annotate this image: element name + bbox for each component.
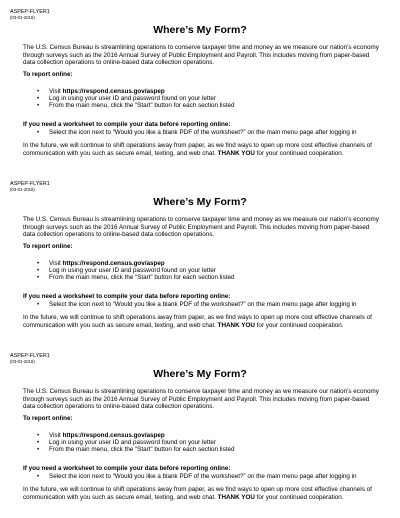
survey-url-link[interactable]: https://respond.census.gov/aspep bbox=[62, 260, 165, 267]
flyer-title: Where’s My Form? bbox=[153, 368, 247, 380]
bullet-icon: • bbox=[37, 260, 40, 267]
report-online-heading: To report online: bbox=[23, 71, 73, 78]
bullet-icon: • bbox=[37, 95, 40, 103]
intro-paragraph: The U.S. Census Bureau is streamlining operations to conserve taxpayer time and money as we measure our nation’s economy through surveys such as the 2016 Annual Survey of Public Employment and Payroll. This includes moving from paper-based data collection operations to online-based data collection operations. bbox=[23, 44, 379, 67]
step-text: From the main menu, click the “Start” button for each section listed bbox=[49, 274, 235, 282]
form-code: ASPEP-FLYER1 bbox=[10, 181, 50, 187]
flyer-title: Where’s My Form? bbox=[153, 196, 247, 208]
list-item bbox=[23, 274, 235, 281]
closing-end-text: for your continued cooperation. bbox=[254, 493, 344, 501]
report-online-heading: To report online: bbox=[23, 243, 73, 250]
closing-end-text: for your continued cooperation. bbox=[254, 149, 344, 157]
survey-url-link[interactable]: https://respond.census.gov/aspep bbox=[62, 432, 165, 439]
worksheet-steps-list bbox=[23, 129, 357, 136]
worksheet-steps-list bbox=[23, 301, 357, 308]
worksheet-heading: If you need a worksheet to compile your data before reporting online: bbox=[23, 121, 231, 128]
step-text: Select the icon next to “Would you like a blank PDF of the worksheet?” on the main menu page after logging in bbox=[49, 301, 357, 308]
list-item bbox=[23, 267, 235, 274]
bullet-icon: • bbox=[37, 129, 40, 136]
closing-text: In the future, we will continue to shift operations away from paper, as we find ways to open up more cost effective channels of communication with you such as secure email, texting, and web chat. bbox=[23, 314, 372, 329]
bullet-icon: • bbox=[37, 274, 40, 282]
list-item bbox=[23, 129, 357, 136]
bullet-icon: • bbox=[37, 267, 40, 275]
step-text: Visit bbox=[49, 260, 63, 267]
closing-text: In the future, we will continue to shift operations away from paper, as we find ways to open up more cost effective channels of communication with you such as secure email, texting, and web chat. bbox=[23, 486, 372, 501]
step-text: Select the icon next to “Would you like a blank PDF of the worksheet?” on the main menu page after logging in bbox=[49, 473, 357, 480]
step-text: Log in using your user ID and password found on your letter bbox=[49, 95, 216, 103]
flyer-title: Where’s My Form? bbox=[153, 24, 247, 36]
bullet-icon: • bbox=[37, 432, 40, 439]
thank-you-text: THANK YOU bbox=[217, 493, 255, 501]
step-text: Log in using your user ID and password found on your letter bbox=[49, 267, 216, 275]
closing-text: In the future, we will continue to shift operations away from paper, as we find ways to open up more cost effective channels of communication with you such as secure email, texting, and web chat. bbox=[23, 142, 372, 157]
thank-you-text: THANK YOU bbox=[217, 149, 255, 157]
list-item bbox=[23, 95, 235, 102]
form-date: (03-01-2016) bbox=[10, 359, 35, 364]
step-text: From the main menu, click the “Start” button for each section listed bbox=[49, 446, 235, 454]
list-item bbox=[23, 88, 235, 95]
bullet-icon: • bbox=[37, 446, 40, 454]
flyer-copy bbox=[0, 344, 400, 516]
list-item bbox=[23, 446, 235, 453]
flyer-copy bbox=[0, 172, 400, 344]
list-item bbox=[23, 473, 357, 480]
thank-you-text: THANK YOU bbox=[217, 321, 255, 329]
step-text: Visit bbox=[49, 88, 63, 95]
bullet-icon: • bbox=[37, 473, 40, 480]
closing-paragraph bbox=[23, 314, 383, 329]
report-steps-list bbox=[23, 88, 235, 110]
report-steps-list bbox=[23, 432, 235, 454]
list-item bbox=[23, 260, 235, 267]
step-text: Log in using your user ID and password found on your letter bbox=[49, 439, 216, 447]
form-code: ASPEP-FLYER1 bbox=[10, 353, 50, 359]
bullet-icon: • bbox=[37, 301, 40, 308]
step-text: Visit bbox=[49, 432, 63, 439]
flyer-copy bbox=[0, 0, 400, 172]
list-item bbox=[23, 432, 235, 439]
closing-end-text: for your continued cooperation. bbox=[254, 321, 344, 329]
report-steps-list bbox=[23, 260, 235, 282]
list-item bbox=[23, 439, 235, 446]
step-text: From the main menu, click the “Start” button for each section listed bbox=[49, 102, 235, 110]
worksheet-heading: If you need a worksheet to compile your data before reporting online: bbox=[23, 293, 231, 300]
list-item bbox=[23, 301, 357, 308]
report-online-heading: To report online: bbox=[23, 415, 73, 422]
bullet-icon: • bbox=[37, 88, 40, 95]
closing-paragraph bbox=[23, 486, 383, 501]
bullet-icon: • bbox=[37, 439, 40, 447]
closing-paragraph bbox=[23, 142, 383, 157]
form-code: ASPEP-FLYER1 bbox=[10, 9, 50, 15]
worksheet-heading: If you need a worksheet to compile your data before reporting online: bbox=[23, 465, 231, 472]
intro-paragraph: The U.S. Census Bureau is streamlining operations to conserve taxpayer time and money as we measure our nation’s economy through surveys such as the 2016 Annual Survey of Public Employment and Payroll. This includes moving from paper-based data collection operations to online-based data collection operations. bbox=[23, 216, 379, 239]
intro-paragraph: The U.S. Census Bureau is streamlining operations to conserve taxpayer time and money as we measure our nation’s economy through surveys such as the 2016 Annual Survey of Public Employment and Payroll. This includes moving from paper-based data collection operations to online-based data collection operations. bbox=[23, 388, 379, 411]
form-date: (03-01-2016) bbox=[10, 187, 35, 192]
worksheet-steps-list bbox=[23, 473, 357, 480]
step-text: Select the icon next to “Would you like a blank PDF of the worksheet?” on the main menu page after logging in bbox=[49, 129, 357, 136]
list-item bbox=[23, 102, 235, 109]
bullet-icon: • bbox=[37, 102, 40, 110]
survey-url-link[interactable]: https://respond.census.gov/aspep bbox=[62, 88, 165, 95]
form-date: (03-01-2016) bbox=[10, 15, 35, 20]
